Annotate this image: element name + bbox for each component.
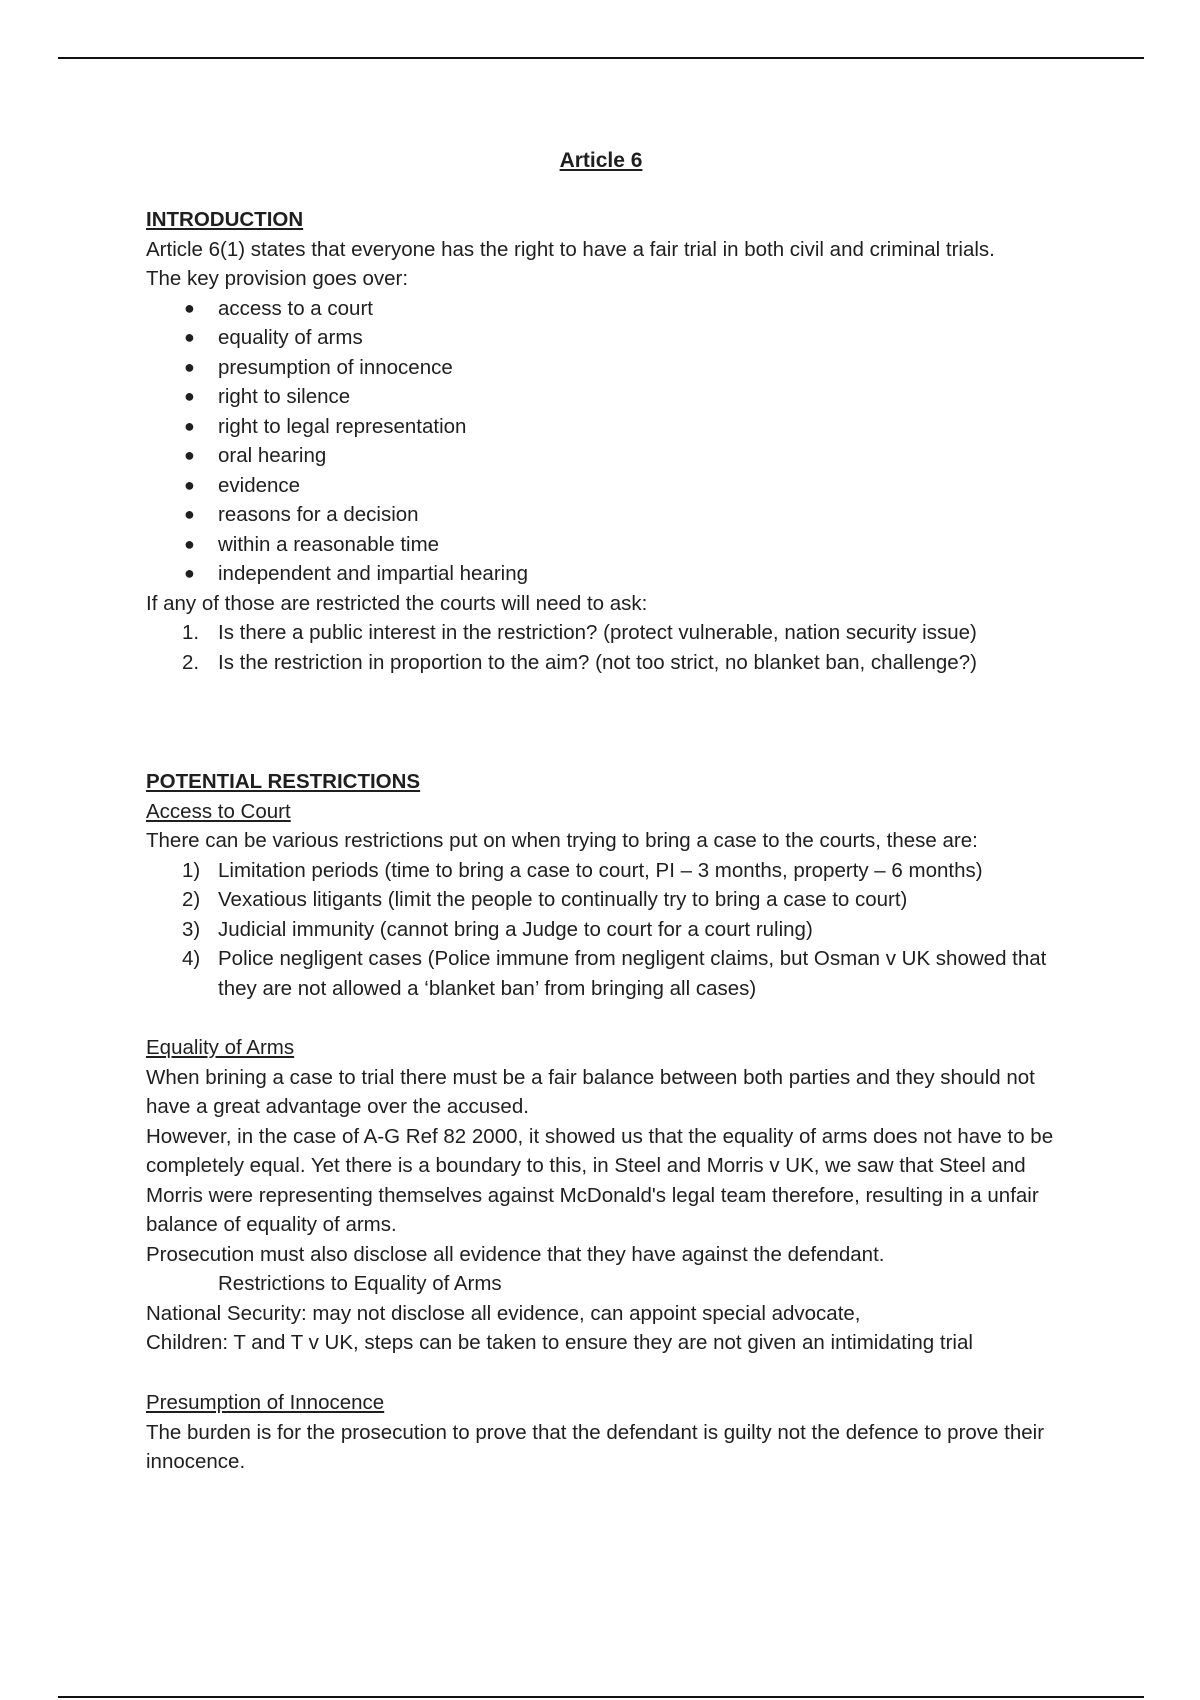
list-item: 2) Vexatious litigants (limit the people to continually try to bring a case to court) (182, 888, 908, 911)
restriction-questions-list (146, 618, 1066, 677)
list-item: ● presumption of innocence (146, 353, 1066, 383)
presumption-paragraph: The burden is for the prosecution to prove that the defendant is guilty not the defence to prove their innocence. (146, 1420, 1045, 1473)
bullet-icon: ● (184, 504, 195, 524)
bottom-rule (58, 1696, 1144, 1698)
bullet-icon: ● (184, 474, 195, 495)
list-item: 1. Is there a public interest in the restriction? (protect vulnerable, nation security issue) (182, 621, 977, 644)
list-item: ● independent and impartial hearing (146, 559, 1066, 589)
top-rule (58, 57, 1144, 59)
key-provisions-list (146, 294, 1066, 589)
equality-of-arms-subheading: Equality of Arms (146, 1036, 295, 1059)
access-to-court-paragraph: There can be various restrictions put on when trying to bring a case to the courts, these are: (146, 829, 978, 852)
bullet-icon: ● (184, 386, 195, 406)
list-item: ● within a reasonable time (146, 530, 1066, 560)
bullet-icon: ● (184, 297, 195, 318)
list-item: ● reasons for a decision (146, 500, 1066, 530)
equality-restrictions-label: Restrictions to Equality of Arms (218, 1272, 502, 1295)
list-item: 2. Is the restriction in proportion to the aim? (not too strict, no blanket ban, challenge?) (182, 650, 977, 674)
presumption-subheading: Presumption of Innocence (146, 1391, 385, 1414)
list-item: ● oral hearing (146, 441, 1066, 471)
bullet-icon: ● (184, 415, 195, 436)
list-item: ● right to silence (146, 382, 1066, 412)
restrictions-section (146, 767, 1066, 1003)
introduction-paragraph: Article 6(1) states that everyone has the right to have a fair trial in both civil and criminal trials. (146, 237, 995, 261)
list-item: ● access to a court (146, 294, 1066, 324)
national-security-line: National Security: may not disclose all evidence, can appoint special advocate, (146, 1301, 861, 1325)
introduction-heading: INTRODUCTION (146, 208, 304, 231)
equality-of-arms-section (146, 1033, 1066, 1358)
list-item: 1) Limitation periods (time to bring a case to court, PI – 3 months, property – 6 months) (182, 858, 983, 882)
presumption-section (146, 1388, 1066, 1477)
equality-paragraph-2: However, in the case of A-G Ref 82 2000, it showed us that the equality of arms does not have to be completely equal. Yet there is a boundary to this, in Steel and Morris v UK, we saw that Steel and Morris were representing themselves against McDonald's legal team therefore, resulting in a unfair balance of equality of arms. (146, 1124, 1054, 1236)
restriction-questions-intro: If any of those are restricted the courts will need to ask: (146, 591, 648, 615)
list-item: 4) Police negligent cases (Police immune from negligent claims, but Osman v UK showed that they are not allowed a ‘blanket ban’ from bringing all cases) (182, 947, 1047, 1000)
list-item: ● right to legal representation (146, 412, 1066, 442)
bullet-icon: ● (184, 533, 195, 554)
list-item: ● evidence (146, 471, 1066, 501)
bullet-icon: ● (184, 445, 195, 465)
restrictions-heading: POTENTIAL RESTRICTIONS (146, 770, 421, 793)
children-line: Children: T and T v UK, steps can be taken to ensure they are not given an intimidating trial (146, 1331, 973, 1354)
list-item: 3) Judicial immunity (cannot bring a Judge to court for a court ruling) (182, 917, 813, 941)
bullet-icon: ● (184, 356, 195, 377)
introduction-section (146, 205, 1066, 677)
equality-paragraph-1: When brining a case to trial there must be a fair balance between both parties and they should not have a great advantage over the accused. (146, 1065, 1035, 1118)
list-item: ● equality of arms (146, 323, 1066, 353)
bullet-icon: ● (184, 563, 195, 583)
equality-paragraph-3: Prosecution must also disclose all evidence that they have against the defendant. (146, 1242, 885, 1266)
access-to-court-subheading: Access to Court (146, 799, 291, 823)
access-restrictions-list (146, 856, 1066, 1004)
document-title: Article 6 (559, 149, 643, 172)
key-provision-intro: The key provision goes over: (146, 267, 409, 290)
bullet-icon: ● (184, 327, 195, 347)
